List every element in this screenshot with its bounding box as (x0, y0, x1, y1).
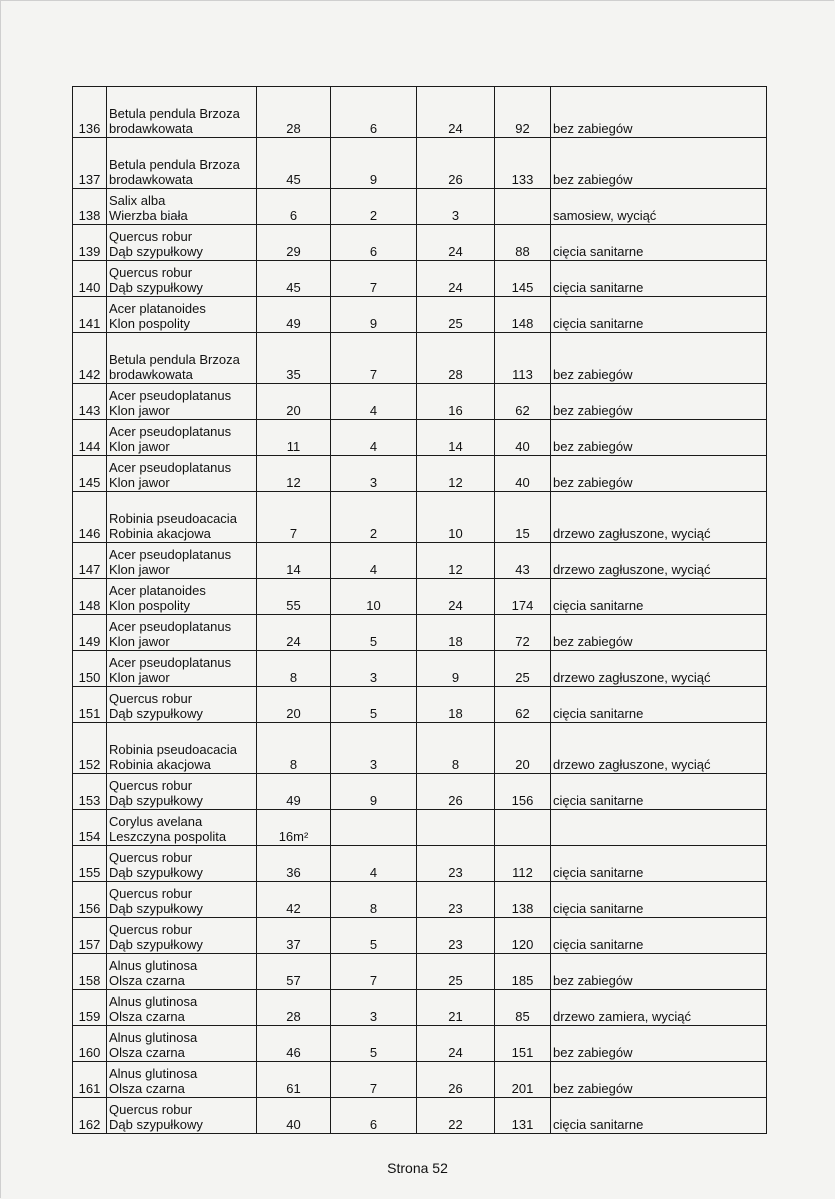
species-cell (107, 651, 257, 687)
species-cell (107, 384, 257, 420)
value-cell-d: 174 (495, 579, 551, 615)
species-cell (107, 543, 257, 579)
value-cell-d: 25 (495, 651, 551, 687)
species-latin-name: Quercus robur (109, 229, 193, 244)
species-latin-name: Quercus robur (109, 886, 193, 901)
species-common-name: Klon jawor (109, 562, 170, 577)
species-common-name: Klon jawor (109, 670, 170, 685)
value-cell-b: 8 (331, 882, 417, 918)
value-cell-a: 57 (257, 954, 331, 990)
value-cell-c: 22 (417, 1098, 495, 1134)
species-cell (107, 1026, 257, 1062)
species-common-name: Leszczyna pospolita (109, 829, 227, 844)
value-cell-c (417, 810, 495, 846)
value-cell-c: 16 (417, 384, 495, 420)
value-cell-c: 14 (417, 420, 495, 456)
treatment-cell: bez zabiegów (551, 420, 767, 456)
species-latin-name: Acer pseudoplatanus (109, 655, 232, 670)
value-cell-d: 40 (495, 420, 551, 456)
value-cell-b: 4 (331, 846, 417, 882)
species-latin-name: Robinia pseudoacacia (109, 511, 237, 526)
species-cell (107, 990, 257, 1026)
table-row (73, 225, 767, 261)
species-common-name: Olsza czarna (109, 1009, 185, 1024)
species-common-name: Olsza czarna (109, 1045, 185, 1060)
species-common-name: Dąb szypułkowy (109, 706, 203, 721)
species-common-name: Dąb szypułkowy (109, 793, 203, 808)
value-cell-d: 72 (495, 615, 551, 651)
tree-number-cell: 150 (73, 651, 107, 687)
treatment-cell: bez zabiegów (551, 87, 767, 138)
value-cell-c: 23 (417, 846, 495, 882)
table-body (73, 87, 767, 1134)
species-cell (107, 687, 257, 723)
table-row (73, 456, 767, 492)
value-cell-b: 5 (331, 1026, 417, 1062)
value-cell-c: 26 (417, 774, 495, 810)
treatment-cell: bez zabiegów (551, 333, 767, 384)
value-cell-a: 35 (257, 333, 331, 384)
value-cell-a: 46 (257, 1026, 331, 1062)
value-cell-d (495, 810, 551, 846)
value-cell-b: 10 (331, 579, 417, 615)
value-cell-c: 24 (417, 87, 495, 138)
table-row (73, 1062, 767, 1098)
value-cell-b: 7 (331, 1062, 417, 1098)
tree-number-cell: 155 (73, 846, 107, 882)
table-row (73, 492, 767, 543)
value-cell-a: 45 (257, 138, 331, 189)
value-cell-b: 3 (331, 990, 417, 1026)
species-latin-name: Alnus glutinosa (109, 994, 198, 1009)
tree-number-cell: 139 (73, 225, 107, 261)
tree-number-cell: 138 (73, 189, 107, 225)
table-row (73, 420, 767, 456)
value-cell-c: 3 (417, 189, 495, 225)
species-latin-name: Corylus avelana (109, 814, 203, 829)
value-cell-d: 88 (495, 225, 551, 261)
value-cell-d: 62 (495, 687, 551, 723)
species-cell (107, 579, 257, 615)
species-common-name: brodawkowata (109, 172, 193, 187)
table-row (73, 990, 767, 1026)
value-cell-b: 2 (331, 492, 417, 543)
value-cell-a: 7 (257, 492, 331, 543)
species-cell (107, 1062, 257, 1098)
value-cell-c: 12 (417, 456, 495, 492)
treatment-cell: drzewo zagłuszone, wyciąć (551, 492, 767, 543)
tree-number-cell: 148 (73, 579, 107, 615)
species-common-name: brodawkowata (109, 121, 193, 136)
treatment-cell: cięcia sanitarne (551, 1098, 767, 1134)
value-cell-b (331, 810, 417, 846)
value-cell-d: 15 (495, 492, 551, 543)
value-cell-d: 20 (495, 723, 551, 774)
treatment-cell: samosiew, wyciąć (551, 189, 767, 225)
value-cell-a: 55 (257, 579, 331, 615)
species-latin-name: Quercus robur (109, 922, 193, 937)
value-cell-b: 6 (331, 1098, 417, 1134)
value-cell-a: 12 (257, 456, 331, 492)
tree-number-cell: 152 (73, 723, 107, 774)
value-cell-c: 25 (417, 954, 495, 990)
value-cell-a: 49 (257, 297, 331, 333)
species-common-name: Klon pospolity (109, 316, 190, 331)
value-cell-b: 6 (331, 87, 417, 138)
species-cell (107, 420, 257, 456)
value-cell-d: 133 (495, 138, 551, 189)
species-cell (107, 882, 257, 918)
table-row (73, 579, 767, 615)
value-cell-d: 201 (495, 1062, 551, 1098)
treatment-cell: bez zabiegów (551, 138, 767, 189)
table-row (73, 384, 767, 420)
table-row (73, 87, 767, 138)
species-cell (107, 774, 257, 810)
value-cell-d: 145 (495, 261, 551, 297)
species-latin-name: Acer pseudoplatanus (109, 424, 232, 439)
species-latin-name: Acer pseudoplatanus (109, 388, 232, 403)
value-cell-b: 5 (331, 615, 417, 651)
value-cell-c: 23 (417, 882, 495, 918)
value-cell-d: 43 (495, 543, 551, 579)
table-row (73, 918, 767, 954)
value-cell-b: 5 (331, 918, 417, 954)
value-cell-a: 28 (257, 87, 331, 138)
species-common-name: Dąb szypułkowy (109, 280, 203, 295)
species-latin-name: Acer platanoides (109, 301, 206, 316)
tree-number-cell: 136 (73, 87, 107, 138)
treatment-cell: bez zabiegów (551, 384, 767, 420)
treatment-cell: bez zabiegów (551, 954, 767, 990)
table-row (73, 846, 767, 882)
value-cell-d: 131 (495, 1098, 551, 1134)
treatment-cell: cięcia sanitarne (551, 261, 767, 297)
value-cell-b: 5 (331, 687, 417, 723)
value-cell-b: 4 (331, 543, 417, 579)
table-row (73, 543, 767, 579)
value-cell-d: 113 (495, 333, 551, 384)
value-cell-a: 49 (257, 774, 331, 810)
tree-number-cell: 143 (73, 384, 107, 420)
value-cell-c: 26 (417, 138, 495, 189)
species-common-name: brodawkowata (109, 367, 193, 382)
species-cell (107, 492, 257, 543)
species-latin-name: Alnus glutinosa (109, 1066, 198, 1081)
species-cell (107, 456, 257, 492)
value-cell-a: 6 (257, 189, 331, 225)
value-cell-c: 24 (417, 1026, 495, 1062)
species-latin-name: Quercus robur (109, 1102, 193, 1117)
species-cell (107, 723, 257, 774)
value-cell-d: 112 (495, 846, 551, 882)
species-common-name: Wierzba biała (109, 208, 188, 223)
species-latin-name: Acer pseudoplatanus (109, 619, 232, 634)
table-row (73, 810, 767, 846)
species-latin-name: Quercus robur (109, 265, 193, 280)
value-cell-b: 3 (331, 456, 417, 492)
value-cell-d: 185 (495, 954, 551, 990)
species-common-name: Klon jawor (109, 403, 170, 418)
species-cell (107, 954, 257, 990)
value-cell-a: 40 (257, 1098, 331, 1134)
value-cell-d: 85 (495, 990, 551, 1026)
value-cell-a: 8 (257, 723, 331, 774)
tree-number-cell: 154 (73, 810, 107, 846)
tree-number-cell: 145 (73, 456, 107, 492)
species-common-name: Dąb szypułkowy (109, 901, 203, 916)
value-cell-a: 61 (257, 1062, 331, 1098)
value-cell-c: 8 (417, 723, 495, 774)
table-row (73, 723, 767, 774)
species-latin-name: Betula pendula Brzoza (109, 106, 240, 121)
species-latin-name: Quercus robur (109, 691, 193, 706)
value-cell-c: 9 (417, 651, 495, 687)
treatment-cell: bez zabiegów (551, 456, 767, 492)
table-row (73, 333, 767, 384)
value-cell-a: 42 (257, 882, 331, 918)
table-row (73, 954, 767, 990)
species-latin-name: Quercus robur (109, 778, 193, 793)
value-cell-b: 4 (331, 420, 417, 456)
species-common-name: Robinia akacjowa (109, 526, 211, 541)
species-latin-name: Acer pseudoplatanus (109, 460, 232, 475)
species-latin-name: Alnus glutinosa (109, 958, 198, 973)
value-cell-d: 156 (495, 774, 551, 810)
value-cell-b: 7 (331, 954, 417, 990)
species-cell (107, 87, 257, 138)
value-cell-c: 23 (417, 918, 495, 954)
species-cell (107, 1098, 257, 1134)
tree-number-cell: 161 (73, 1062, 107, 1098)
value-cell-a: 28 (257, 990, 331, 1026)
table-row (73, 138, 767, 189)
table-row (73, 189, 767, 225)
value-cell-c: 24 (417, 225, 495, 261)
value-cell-d: 92 (495, 87, 551, 138)
value-cell-c: 10 (417, 492, 495, 543)
value-cell-a: 20 (257, 384, 331, 420)
value-cell-b: 9 (331, 297, 417, 333)
treatment-cell: cięcia sanitarne (551, 918, 767, 954)
treatment-cell: cięcia sanitarne (551, 846, 767, 882)
value-cell-b: 3 (331, 651, 417, 687)
treatment-cell: drzewo zagłuszone, wyciąć (551, 543, 767, 579)
tree-number-cell: 157 (73, 918, 107, 954)
tree-number-cell: 147 (73, 543, 107, 579)
value-cell-d: 151 (495, 1026, 551, 1062)
species-cell (107, 261, 257, 297)
value-cell-d: 40 (495, 456, 551, 492)
value-cell-b: 7 (331, 261, 417, 297)
species-latin-name: Alnus glutinosa (109, 1030, 198, 1045)
value-cell-a: 36 (257, 846, 331, 882)
treatment-cell (551, 810, 767, 846)
species-latin-name: Betula pendula Brzoza (109, 157, 240, 172)
species-common-name: Robinia akacjowa (109, 757, 211, 772)
tree-number-cell: 137 (73, 138, 107, 189)
tree-number-cell: 149 (73, 615, 107, 651)
table-row (73, 687, 767, 723)
species-cell (107, 138, 257, 189)
species-common-name: Klon jawor (109, 439, 170, 454)
treatment-cell: cięcia sanitarne (551, 882, 767, 918)
species-latin-name: Robinia pseudoacacia (109, 742, 237, 757)
treatment-cell: bez zabiegów (551, 1026, 767, 1062)
species-cell (107, 918, 257, 954)
tree-number-cell: 140 (73, 261, 107, 297)
value-cell-d: 148 (495, 297, 551, 333)
value-cell-d (495, 189, 551, 225)
table-row (73, 774, 767, 810)
value-cell-d: 62 (495, 384, 551, 420)
value-cell-c: 26 (417, 1062, 495, 1098)
species-cell (107, 846, 257, 882)
value-cell-c: 18 (417, 615, 495, 651)
value-cell-c: 25 (417, 297, 495, 333)
table-row (73, 297, 767, 333)
value-cell-b: 2 (331, 189, 417, 225)
treatment-cell: cięcia sanitarne (551, 225, 767, 261)
species-common-name: Dąb szypułkowy (109, 244, 203, 259)
value-cell-a: 8 (257, 651, 331, 687)
tree-number-cell: 160 (73, 1026, 107, 1062)
table-row (73, 261, 767, 297)
value-cell-b: 4 (331, 384, 417, 420)
value-cell-a: 29 (257, 225, 331, 261)
table-row (73, 651, 767, 687)
value-cell-c: 28 (417, 333, 495, 384)
tree-number-cell: 146 (73, 492, 107, 543)
species-common-name: Klon pospolity (109, 598, 190, 613)
species-latin-name: Quercus robur (109, 850, 193, 865)
species-common-name: Klon jawor (109, 634, 170, 649)
value-cell-a: 37 (257, 918, 331, 954)
table-row (73, 882, 767, 918)
tree-number-cell: 151 (73, 687, 107, 723)
tree-inventory-table (72, 86, 767, 1134)
value-cell-a: 11 (257, 420, 331, 456)
species-cell (107, 189, 257, 225)
species-common-name: Dąb szypułkowy (109, 1117, 203, 1132)
value-cell-c: 18 (417, 687, 495, 723)
table-row (73, 1098, 767, 1134)
value-cell-c: 12 (417, 543, 495, 579)
value-cell-b: 7 (331, 333, 417, 384)
species-cell (107, 810, 257, 846)
species-common-name: Olsza czarna (109, 1081, 185, 1096)
tree-number-cell: 142 (73, 333, 107, 384)
value-cell-b: 9 (331, 774, 417, 810)
value-cell-d: 120 (495, 918, 551, 954)
treatment-cell: drzewo zamiera, wyciąć (551, 990, 767, 1026)
treatment-cell: bez zabiegów (551, 615, 767, 651)
tree-number-cell: 141 (73, 297, 107, 333)
species-cell (107, 333, 257, 384)
value-cell-a: 45 (257, 261, 331, 297)
value-cell-b: 6 (331, 225, 417, 261)
tree-number-cell: 158 (73, 954, 107, 990)
value-cell-c: 24 (417, 579, 495, 615)
tree-number-cell: 162 (73, 1098, 107, 1134)
species-latin-name: Acer platanoides (109, 583, 206, 598)
species-cell (107, 297, 257, 333)
value-cell-b: 3 (331, 723, 417, 774)
treatment-cell: drzewo zagłuszone, wyciąć (551, 651, 767, 687)
tree-number-cell: 153 (73, 774, 107, 810)
treatment-cell: cięcia sanitarne (551, 297, 767, 333)
table-row (73, 615, 767, 651)
value-cell-a: 24 (257, 615, 331, 651)
species-latin-name: Betula pendula Brzoza (109, 352, 240, 367)
treatment-cell: drzewo zagłuszone, wyciąć (551, 723, 767, 774)
tree-number-cell: 156 (73, 882, 107, 918)
tree-number-cell: 159 (73, 990, 107, 1026)
treatment-cell: cięcia sanitarne (551, 687, 767, 723)
value-cell-b: 9 (331, 138, 417, 189)
treatment-cell: cięcia sanitarne (551, 774, 767, 810)
value-cell-a: 20 (257, 687, 331, 723)
species-common-name: Dąb szypułkowy (109, 937, 203, 952)
treatment-cell: cięcia sanitarne (551, 579, 767, 615)
tree-number-cell: 144 (73, 420, 107, 456)
value-cell-c: 24 (417, 261, 495, 297)
species-cell (107, 225, 257, 261)
table-row (73, 1026, 767, 1062)
species-latin-name: Salix alba (109, 193, 166, 208)
species-latin-name: Acer pseudoplatanus (109, 547, 232, 562)
page-number: Strona 52 (387, 1160, 448, 1176)
value-cell-d: 138 (495, 882, 551, 918)
value-cell-a: 16m² (257, 810, 331, 846)
species-common-name: Dąb szypułkowy (109, 865, 203, 880)
value-cell-c: 21 (417, 990, 495, 1026)
treatment-cell: bez zabiegów (551, 1062, 767, 1098)
species-common-name: Olsza czarna (109, 973, 185, 988)
value-cell-a: 14 (257, 543, 331, 579)
species-common-name: Klon jawor (109, 475, 170, 490)
species-cell (107, 615, 257, 651)
